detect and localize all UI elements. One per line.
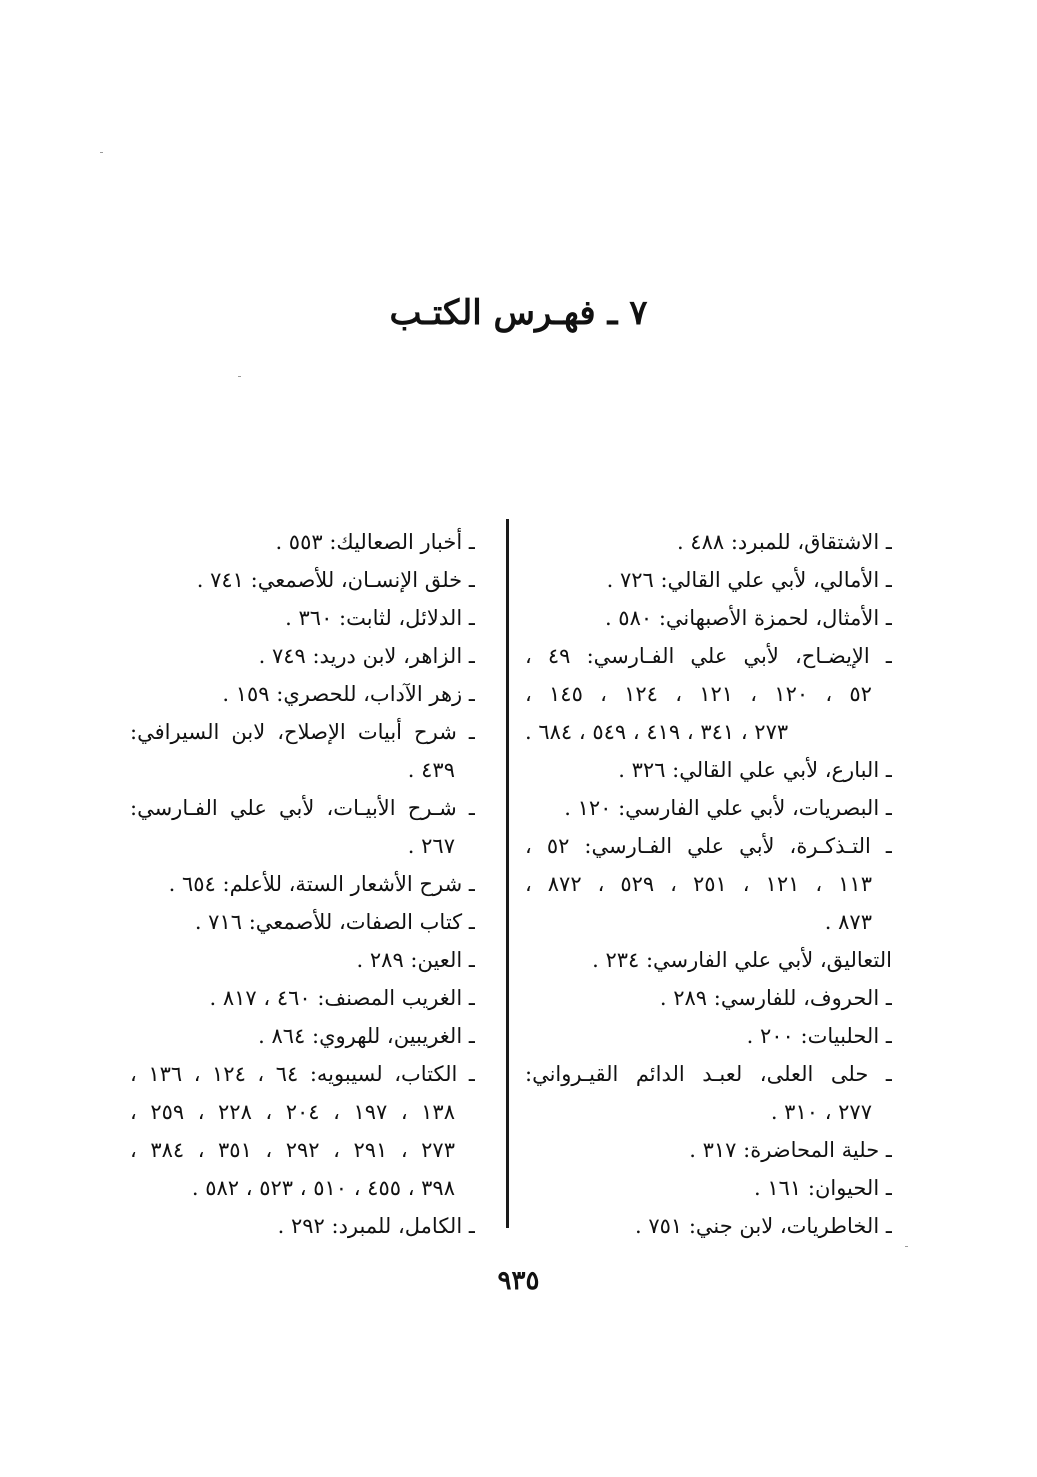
index-entry-continuation: ١٣٨ ، ١٩٧ ، ٢٠٤ ، ٢٢٨ ، ٢٥٩ ، xyxy=(130,1100,455,1124)
index-entry-continuation: ١١٣ ، ١٢١ ، ٢٥١ ، ٥٢٩ ، ٨٧٢ ، xyxy=(525,872,872,896)
index-entry-continuation: ٤٣٩ . xyxy=(407,758,455,782)
index-entry: ـ خلق الإنسـان، للأصمعي: ٧٤١ . xyxy=(196,568,475,592)
index-entry: ـ الزاهر، لابن دريد: ٧٤٩ . xyxy=(258,644,475,668)
index-entry-continuation: ٣٩٨ ، ٤٥٥ ، ٥١٠ ، ٥٢٣ ، ٥٨٢ . xyxy=(191,1176,455,1200)
scan-speck xyxy=(905,1246,908,1247)
index-entry-continuation: ٥٢ ، ١٢٠ ، ١٢١ ، ١٢٤ ، ١٤٥ ، xyxy=(525,682,872,706)
page-title: ٧ ـ فهـرس الكتـب xyxy=(389,293,648,333)
index-entry: ـ شرح الأشعار الستة، للأعلم: ٦٥٤ . xyxy=(168,872,475,896)
index-column-right xyxy=(525,523,892,1245)
index-entry-continuation: ٨٧٣ . xyxy=(824,910,872,934)
index-entry: ـ الخاطريات، لابن جني: ٧٥١ . xyxy=(634,1214,892,1238)
index-entry: ـ الاشتقاق، للمبرد: ٤٨٨ . xyxy=(676,530,892,554)
index-column-left xyxy=(130,523,475,1245)
index-entry: ـ الحروف، للفارسي: ٢٨٩ . xyxy=(659,986,892,1010)
index-entry: ـ البصريات، لأبي علي الفارسي: ١٢٠ . xyxy=(564,796,892,820)
index-entry: ـ الأمثال، لحمزة الأصبهاني: ٥٨٠ . xyxy=(604,606,892,630)
index-entry: ـ الغريبين، للهروي: ٨٦٤ . xyxy=(258,1024,475,1048)
index-entry-continuation: ٢٧٧ ، ٣١٠ . xyxy=(770,1100,872,1124)
index-entry-continuation: ٢٧٣ ، ٣٤١ ، ٤١٩ ، ٥٤٩ ، ٦٨٤ . xyxy=(525,720,789,744)
index-entry: ـ الكامل، للمبرد: ٢٩٢ . xyxy=(277,1214,475,1238)
index-entry: ـ شـرح الأبيـات، لأبي علي الفـارسي: xyxy=(130,796,475,820)
index-entry: ـ الأمالي، لأبي علي القالي: ٧٢٦ . xyxy=(606,568,892,592)
index-entry: ـ شرح أبيات الإصلاح، لابن السيرافي: xyxy=(130,720,475,744)
index-entry: ـ الدلائل، لثابت: ٣٦٠ . xyxy=(285,606,475,630)
index-entry: ـ أخبار الصعاليك: ٥٥٣ . xyxy=(275,530,475,554)
scan-speck xyxy=(100,152,103,153)
index-entry: ـ الكتاب، لسيبويه: ٦٤ ، ١٢٤ ، ١٣٦ ، xyxy=(130,1062,475,1086)
index-entry: ـ حلى العلى، لعبـد الدائم القيـرواني: xyxy=(525,1062,892,1086)
column-divider xyxy=(506,519,509,1228)
index-entry-continuation: ٢٦٧ . xyxy=(407,834,455,858)
index-entry: ـ التـذكـرة، لأبي علي الفـارسي: ٥٢ ، xyxy=(525,834,892,858)
index-entry: ـ البارع، لأبي علي القالي: ٣٢٦ . xyxy=(618,758,892,782)
index-entry: ـ زهر الآداب، للحصري: ١٥٩ . xyxy=(222,682,475,706)
index-entry: ـ الإيضـاح، لأبي علي الفـارسي: ٤٩ ، xyxy=(525,644,892,668)
index-entry: ـ الحلبيات: ٢٠٠ . xyxy=(746,1024,892,1048)
scan-speck xyxy=(238,376,241,377)
index-entry: ـ الحيوان: ١٦١ . xyxy=(753,1176,892,1200)
index-entry: التعاليق، لأبي علي الفارسي: ٢٣٤ . xyxy=(592,948,892,972)
index-entry: ـ كتاب الصفات، للأصمعي: ٧١٦ . xyxy=(194,910,475,934)
page-number: ٩٣٥ xyxy=(497,1266,540,1296)
index-entry: ـ العين: ٢٨٩ . xyxy=(356,948,475,972)
index-entry: ـ حلية المحاضرة: ٣١٧ . xyxy=(689,1138,892,1162)
index-entry: ـ الغريب المصنف: ٤٦٠ ، ٨١٧ . xyxy=(209,986,475,1010)
index-entry-continuation: ٢٧٣ ، ٢٩١ ، ٢٩٢ ، ٣٥١ ، ٣٨٤ ، xyxy=(130,1138,455,1162)
